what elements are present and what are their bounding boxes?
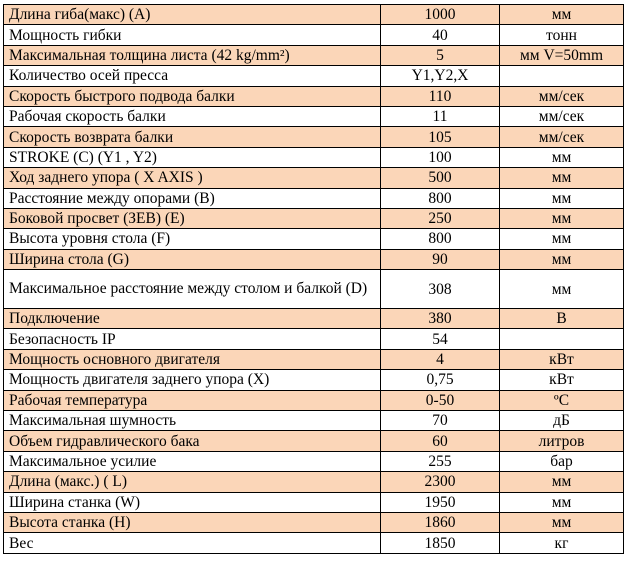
value-cell: 500 bbox=[381, 168, 500, 188]
table-row bbox=[4, 127, 624, 147]
value-cell: 5 bbox=[381, 45, 500, 65]
unit-cell: мм V=50mm bbox=[500, 45, 624, 65]
value-cell: 1850 bbox=[381, 533, 500, 553]
param-cell: Расстояние между опорами (B) bbox=[4, 188, 381, 208]
table-row bbox=[4, 533, 624, 553]
table-row bbox=[4, 390, 624, 410]
value-cell: 4 bbox=[381, 349, 500, 369]
table-row bbox=[4, 249, 624, 269]
value-cell: 100 bbox=[381, 147, 500, 167]
table-row bbox=[4, 512, 624, 532]
param-cell: Мощность гибки bbox=[4, 25, 381, 45]
param-cell: Боковой просвет (ЗЕВ) (E) bbox=[4, 208, 381, 228]
param-cell: Мощность основного двигателя bbox=[4, 349, 381, 369]
table-row bbox=[4, 66, 624, 86]
param-cell: Длина гиба(макс) (A) bbox=[4, 5, 381, 25]
unit-cell bbox=[500, 66, 624, 86]
unit-cell: мм bbox=[500, 512, 624, 532]
table-row bbox=[4, 25, 624, 45]
unit-cell: мм/сек bbox=[500, 127, 624, 147]
unit-cell: мм/сек bbox=[500, 106, 624, 126]
value-cell: 1860 bbox=[381, 512, 500, 532]
unit-cell: дБ bbox=[500, 411, 624, 431]
spec-table bbox=[3, 4, 624, 554]
value-cell: 1950 bbox=[381, 492, 500, 512]
unit-cell: мм bbox=[500, 5, 624, 25]
param-cell: Подключение bbox=[4, 309, 381, 329]
table-row bbox=[4, 86, 624, 106]
param-cell: Безопасность IP bbox=[4, 329, 381, 349]
value-cell: 380 bbox=[381, 309, 500, 329]
table-row bbox=[4, 370, 624, 390]
unit-cell: кг bbox=[500, 533, 624, 553]
param-cell: Высота станка (H) bbox=[4, 512, 381, 532]
value-cell: 308 bbox=[381, 270, 500, 309]
unit-cell: мм bbox=[500, 249, 624, 269]
table-row bbox=[4, 208, 624, 228]
param-cell: Максимальная толщина листа (42 kg/mm²) bbox=[4, 45, 381, 65]
value-cell: Y1,Y2,X bbox=[381, 66, 500, 86]
param-cell: Максимальная шумность bbox=[4, 411, 381, 431]
value-cell: 0-50 bbox=[381, 390, 500, 410]
param-cell: Количество осей пресса bbox=[4, 66, 381, 86]
value-cell: 255 bbox=[381, 451, 500, 471]
param-cell: Вес bbox=[4, 533, 381, 553]
param-cell: Ширина станка (W) bbox=[4, 492, 381, 512]
unit-cell: В bbox=[500, 309, 624, 329]
param-cell: Ход заднего упора ( X AXIS ) bbox=[4, 168, 381, 188]
table-row bbox=[4, 309, 624, 329]
value-cell: 40 bbox=[381, 25, 500, 45]
param-cell: Максимальное усилие bbox=[4, 451, 381, 471]
value-cell: 11 bbox=[381, 106, 500, 126]
table-row bbox=[4, 45, 624, 65]
table-row bbox=[4, 411, 624, 431]
param-cell: STROKE (C) (Y1 , Y2) bbox=[4, 147, 381, 167]
param-cell: Высота уровня стола (F) bbox=[4, 229, 381, 249]
value-cell: 90 bbox=[381, 249, 500, 269]
param-cell: Скорость быстрого подвода балки bbox=[4, 86, 381, 106]
table-row bbox=[4, 329, 624, 349]
table-row bbox=[4, 349, 624, 369]
value-cell: 110 bbox=[381, 86, 500, 106]
table-row bbox=[4, 472, 624, 492]
unit-cell: ºC bbox=[500, 390, 624, 410]
unit-cell: кВт bbox=[500, 370, 624, 390]
value-cell: 105 bbox=[381, 127, 500, 147]
value-cell: 250 bbox=[381, 208, 500, 228]
table-row bbox=[4, 106, 624, 126]
value-cell: 800 bbox=[381, 229, 500, 249]
table-row bbox=[4, 229, 624, 249]
table-row bbox=[4, 5, 624, 25]
table-row bbox=[4, 168, 624, 188]
unit-cell bbox=[500, 329, 624, 349]
unit-cell: мм bbox=[500, 208, 624, 228]
value-cell: 1000 bbox=[381, 5, 500, 25]
table-row bbox=[4, 492, 624, 512]
unit-cell: мм bbox=[500, 147, 624, 167]
unit-cell: кВт bbox=[500, 349, 624, 369]
value-cell: 60 bbox=[381, 431, 500, 451]
param-cell: Рабочая температура bbox=[4, 390, 381, 410]
unit-cell: мм bbox=[500, 188, 624, 208]
table-row bbox=[4, 451, 624, 471]
value-cell: 0,75 bbox=[381, 370, 500, 390]
param-cell: Объем гидравлического бака bbox=[4, 431, 381, 451]
unit-cell: мм bbox=[500, 168, 624, 188]
spec-table-body bbox=[4, 5, 624, 554]
unit-cell: мм bbox=[500, 492, 624, 512]
value-cell: 2300 bbox=[381, 472, 500, 492]
table-row bbox=[4, 147, 624, 167]
unit-cell: бар bbox=[500, 451, 624, 471]
table-row bbox=[4, 270, 624, 309]
unit-cell: мм/сек bbox=[500, 86, 624, 106]
param-cell: Максимальное расстояние между столом и балкой (D) bbox=[4, 270, 381, 309]
table-row bbox=[4, 431, 624, 451]
value-cell: 54 bbox=[381, 329, 500, 349]
unit-cell: литров bbox=[500, 431, 624, 451]
param-cell: Длина (макс.) ( L) bbox=[4, 472, 381, 492]
param-cell: Скорость возврата балки bbox=[4, 127, 381, 147]
unit-cell: мм bbox=[500, 229, 624, 249]
value-cell: 70 bbox=[381, 411, 500, 431]
unit-cell: мм bbox=[500, 270, 624, 309]
table-row bbox=[4, 188, 624, 208]
param-cell: Мощность двигателя заднего упора (X) bbox=[4, 370, 381, 390]
unit-cell: тонн bbox=[500, 25, 624, 45]
param-cell: Рабочая скорость балки bbox=[4, 106, 381, 126]
unit-cell: мм bbox=[500, 472, 624, 492]
value-cell: 800 bbox=[381, 188, 500, 208]
param-cell: Ширина стола (G) bbox=[4, 249, 381, 269]
